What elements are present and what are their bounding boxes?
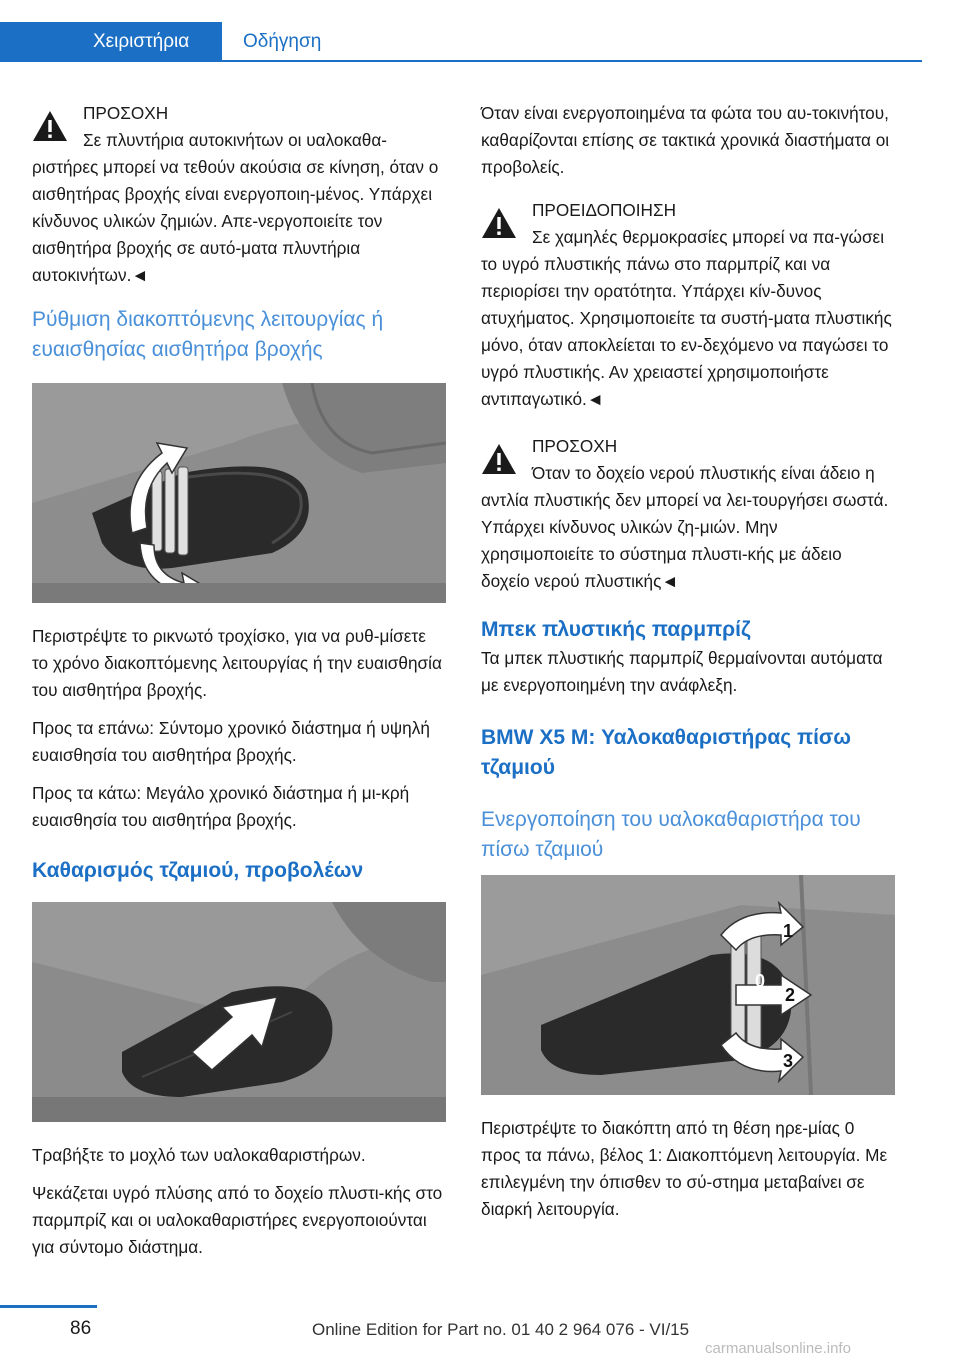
page-number: 86 — [70, 1318, 92, 1339]
warning-triangle-icon — [481, 443, 517, 475]
heading-washer-jets: Μπεκ πλυστικής παρμπρίζ — [481, 618, 751, 641]
warning-triangle-icon — [32, 110, 68, 142]
right-column — [481, 100, 895, 1234]
heading-cleaning: Καθαρισμός τζαμιού, προβολέων — [32, 859, 364, 882]
caution-text: Σε πλυντήρια αυτοκινήτων οι υαλοκαθα-ριστήρες μπορεί να τεθούν ακούσια σε κίνηση, όταν ο αισθητήρας βροχής είναι ενεργοποιη-μένος. Υπάρχει κίνδυνος υλικών ζημιών. Απε-νεργοποιείτε τον αισθητήρα βροχής σε αυτό-ματα πλυντήρια αυτοκινήτων.◄ — [32, 130, 439, 285]
arrow-label-1: 1 — [783, 921, 794, 941]
para-downward: Προς τα κάτω: Μεγάλο χρονικό διάστημα ή μι-κρή ευαισθησία του αισθητήρα βροχής. — [32, 783, 410, 830]
warning-box-freezing — [481, 197, 895, 413]
caution-heading: ΠΡΟΣΟΧΗ — [532, 436, 618, 456]
chapter-tab-bar — [0, 0, 922, 62]
para-spray: Ψεκάζεται υγρό πλύσης από το δοχείο πλυστι-κής στο παρμπρίζ και οι υαλοκαθαριστήρες ενεργοποιούνται για σύντομο διάστημα. — [32, 1183, 443, 1257]
rear-wiper-switch-photo — [481, 875, 895, 1095]
warning-triangle-icon — [481, 207, 517, 239]
tab-driving-label: Οδήγηση — [243, 31, 322, 52]
caution-box-empty-reservoir — [481, 433, 895, 595]
subheading-rain-sensor: Ρύθμιση διακοπτόμενης λειτουργίας ή ευαισθησίας αισθητήρα βροχής — [32, 308, 384, 361]
warning-heading: ΠΡΟΕΙΔΟΠΟΙΗΣΗ — [532, 200, 676, 220]
wiper-stalk-thumbwheel-photo — [32, 383, 446, 603]
position-label-0: 0 — [755, 971, 766, 991]
arrow-label-3: 3 — [783, 1051, 794, 1071]
edition-note: Online Edition for Part no. 01 40 2 964 076 - VI/15 — [312, 1320, 690, 1339]
heading-rear-wiper: BMW X5 M: Υαλοκαθαριστήρας πίσω τζαμιού — [481, 726, 852, 779]
caution-box-car-wash — [32, 100, 446, 289]
wiper-stalk-pull-photo — [32, 902, 446, 1122]
caution-text: Όταν το δοχείο νερού πλυστικής είναι άδειο η αντλία πλυστικής δεν μπορεί να λει-τουργήσει σωστά. Υπάρχει κίνδυνος υλικών ζη-μιών. Μην χρησιμοποιείτε το σύστημα πλυστι-κής με άδειο δοχείο νερού πλυστικής◄ — [481, 463, 889, 591]
para-thumbwheel: Περιστρέψτε το ρικνωτό τροχίσκο, για να ρυθ-μίσετε το χρόνο διακοπτόμενης λειτουργίας ή την ευαισθησία του αισθητήρα βροχής. — [32, 626, 442, 700]
caution-heading: ΠΡΟΣΟΧΗ — [83, 103, 169, 123]
tab-controls[interactable] — [0, 22, 222, 62]
footer-rule — [0, 1305, 97, 1308]
left-column — [32, 100, 446, 1272]
para-pull-stalk: Τραβήξτε το μοχλό των υαλοκαθαριστήρων. — [32, 1145, 366, 1165]
subheading-rear-wiper-activation: Ενεργοποίηση του υαλοκαθαριστήρα του πίσω τζαμιού — [481, 808, 861, 861]
warning-text: Σε χαμηλές θερμοκρασίες μπορεί να πα-γώσει το υγρό πλυστικής πάνω στο παρμπρίζ και να περιορίσει την ορατότητα. Υπάρχει κίν-δυνος ατυχήματος. Χρησιμοποιείτε τα συστή-ματα πλυστικής μόνο, όταν αποκλείεται το εν-δεχόμενο να παγώσει το υγρό πλυστικής. Αν χρειαστεί χρησιμοποιήστε αντιπαγωτικό.◄ — [481, 227, 892, 409]
para-upward: Προς τα επάνω: Σύντομο χρονικό διάστημα ή υψηλή ευαισθησία του αισθητήρα βροχής. — [32, 718, 430, 765]
para-headlights: Όταν είναι ενεργοποιημένα τα φώτα του αυ-τοκινήτου, καθαρίζονται επίσης σε τακτικά χρονικά διαστήματα οι προβολείς. — [481, 103, 890, 177]
watermark: carmanualsonline.info — [705, 1340, 851, 1357]
arrow-label-2: 2 — [785, 985, 796, 1005]
para-rear-wiper-switch: Περιστρέψτε το διακόπτη από τη θέση ηρε-μίας 0 προς τα πάνω, βέλος 1: Διακοπτόμενη λειτουργία. Με επιλεγμένη την όπισθεν το σύ-στημα μεταβαίνει σε διαρκή λειτουργία. — [481, 1118, 888, 1219]
para-washer-jets: Τα μπεκ πλυστικής παρμπρίζ θερμαίνονται αυτόματα με ενεργοποιημένη την ανάφλεξη. — [481, 648, 883, 695]
tab-controls-label: Χειριστήρια — [93, 31, 190, 52]
tab-driving[interactable] — [222, 22, 922, 62]
